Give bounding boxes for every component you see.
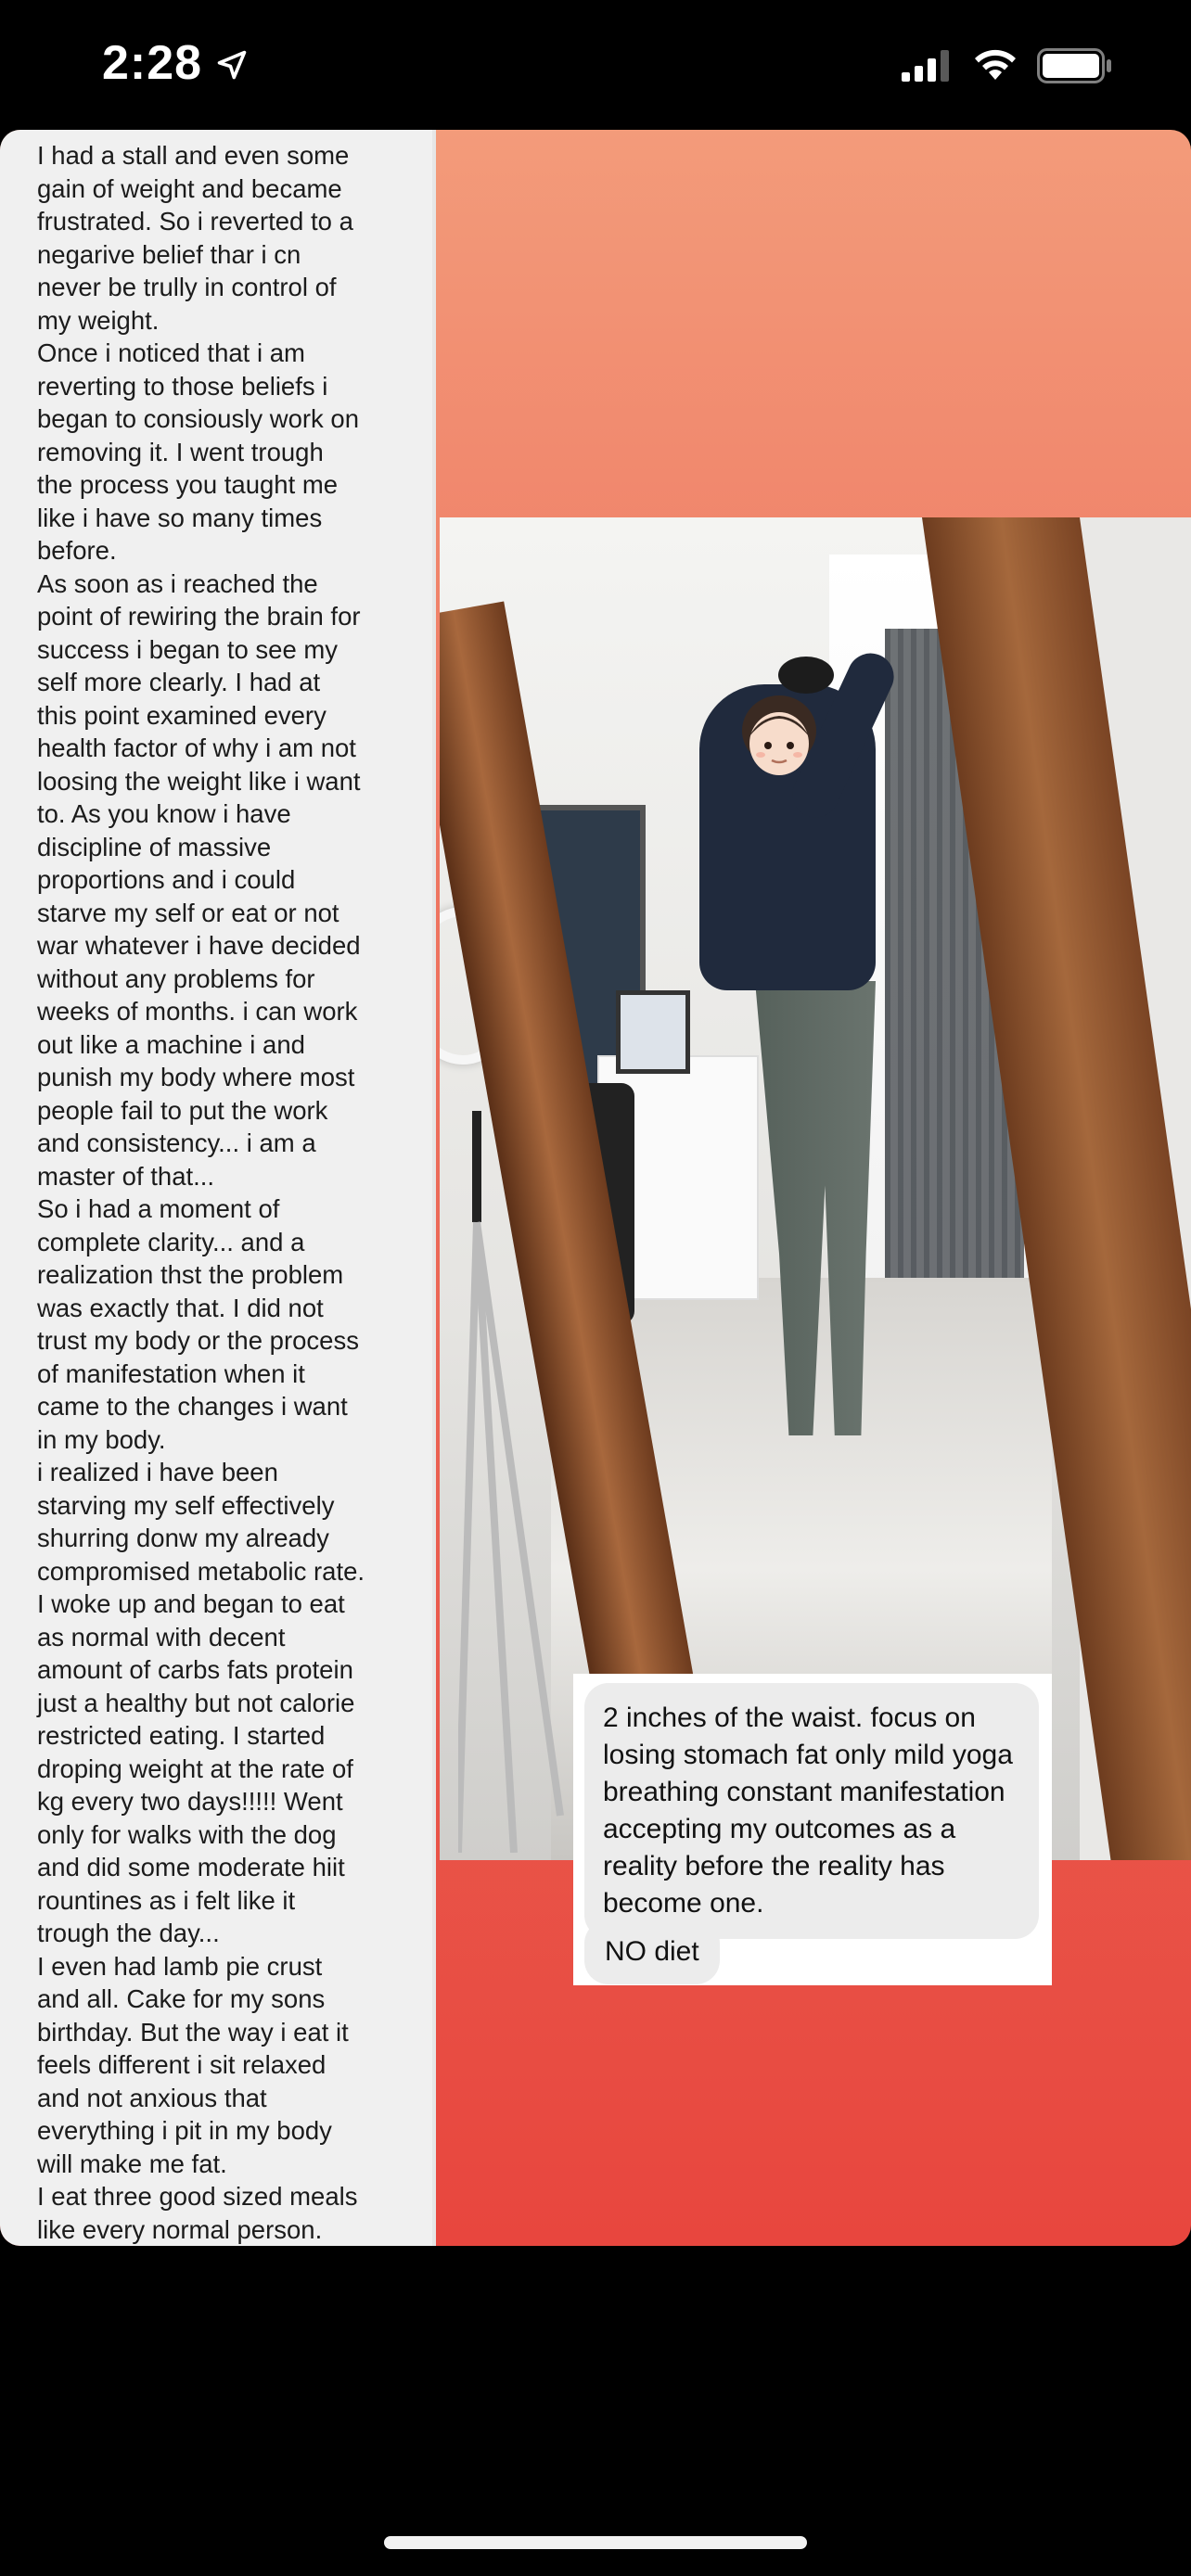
story-card[interactable] bbox=[0, 130, 1191, 2246]
mirror-selfie-photo bbox=[440, 517, 1191, 1860]
face-emoji-icon bbox=[735, 694, 824, 783]
story-text: I had a stall and even some gain of weight and became frustrated. So i reverted to a negarive belief thar i cn never be trully in control of my weight. Once i noticed that i am reverting to those beliefs i began to consiously work on removing it. I went trough the process you taught me like i have so many times before. As soon as i reached the point of rewiring the brain for success i began to see my self more clearly. I had at this point examined every health factor of why i am not loosing the weight like i want to. As you know i have discipline of massive proportions and i could starve my self or eat or not war whatever i have decided without any problems for weeks of months. i can work out like a machine i and punish my body where most people fail to put the work and consistency... i am a master of that... So i had a moment of complete clarity... and a realization thst the problem was exactly that. I did not trust my body or the process of manifestation when it came to the changes i want in my body. i realized i have been starving my self effectively shurring donw my already compromised metabolic rate. I woke up and began to eat as normal with decent amount of carbs fats protein just a healthy but not calorie restricted eating. I started droping weight at the rate of kg every two days!!!!! Went only for walks with the dog and did some moderate hiit rountines as i felt like it trough the day... I even had lamb pie crust and all. Cake for my sons birthday. But the way i eat it feels different i sit relaxed and not anxious that everything i pit in my body will make me fat. I eat three good sized meals like every normal person. bbox=[37, 141, 365, 2244]
chat-screenshot-overlay bbox=[573, 1674, 1052, 1985]
cellular-signal-icon bbox=[902, 50, 950, 82]
location-arrow-icon bbox=[215, 48, 249, 82]
photo-person-hair bbox=[778, 657, 834, 694]
chat-message-bubble: 2 inches of the waist. focus on losing stomach fat only mild yoga breathing constant manifestation accepting my outcomes as a reality before the reality has become one. bbox=[584, 1683, 1039, 1939]
photo-picture-frame bbox=[616, 990, 690, 1074]
status-bar bbox=[0, 0, 1191, 130]
home-indicator[interactable] bbox=[384, 2536, 807, 2549]
chat-message-bubble-short: NO diet bbox=[584, 1919, 720, 1984]
wifi-icon bbox=[972, 45, 1018, 82]
status-time: 2:28 bbox=[102, 36, 203, 90]
bottom-area bbox=[0, 2246, 1191, 2576]
screenshot-text-panel bbox=[0, 130, 436, 2246]
battery-icon bbox=[1037, 48, 1113, 83]
